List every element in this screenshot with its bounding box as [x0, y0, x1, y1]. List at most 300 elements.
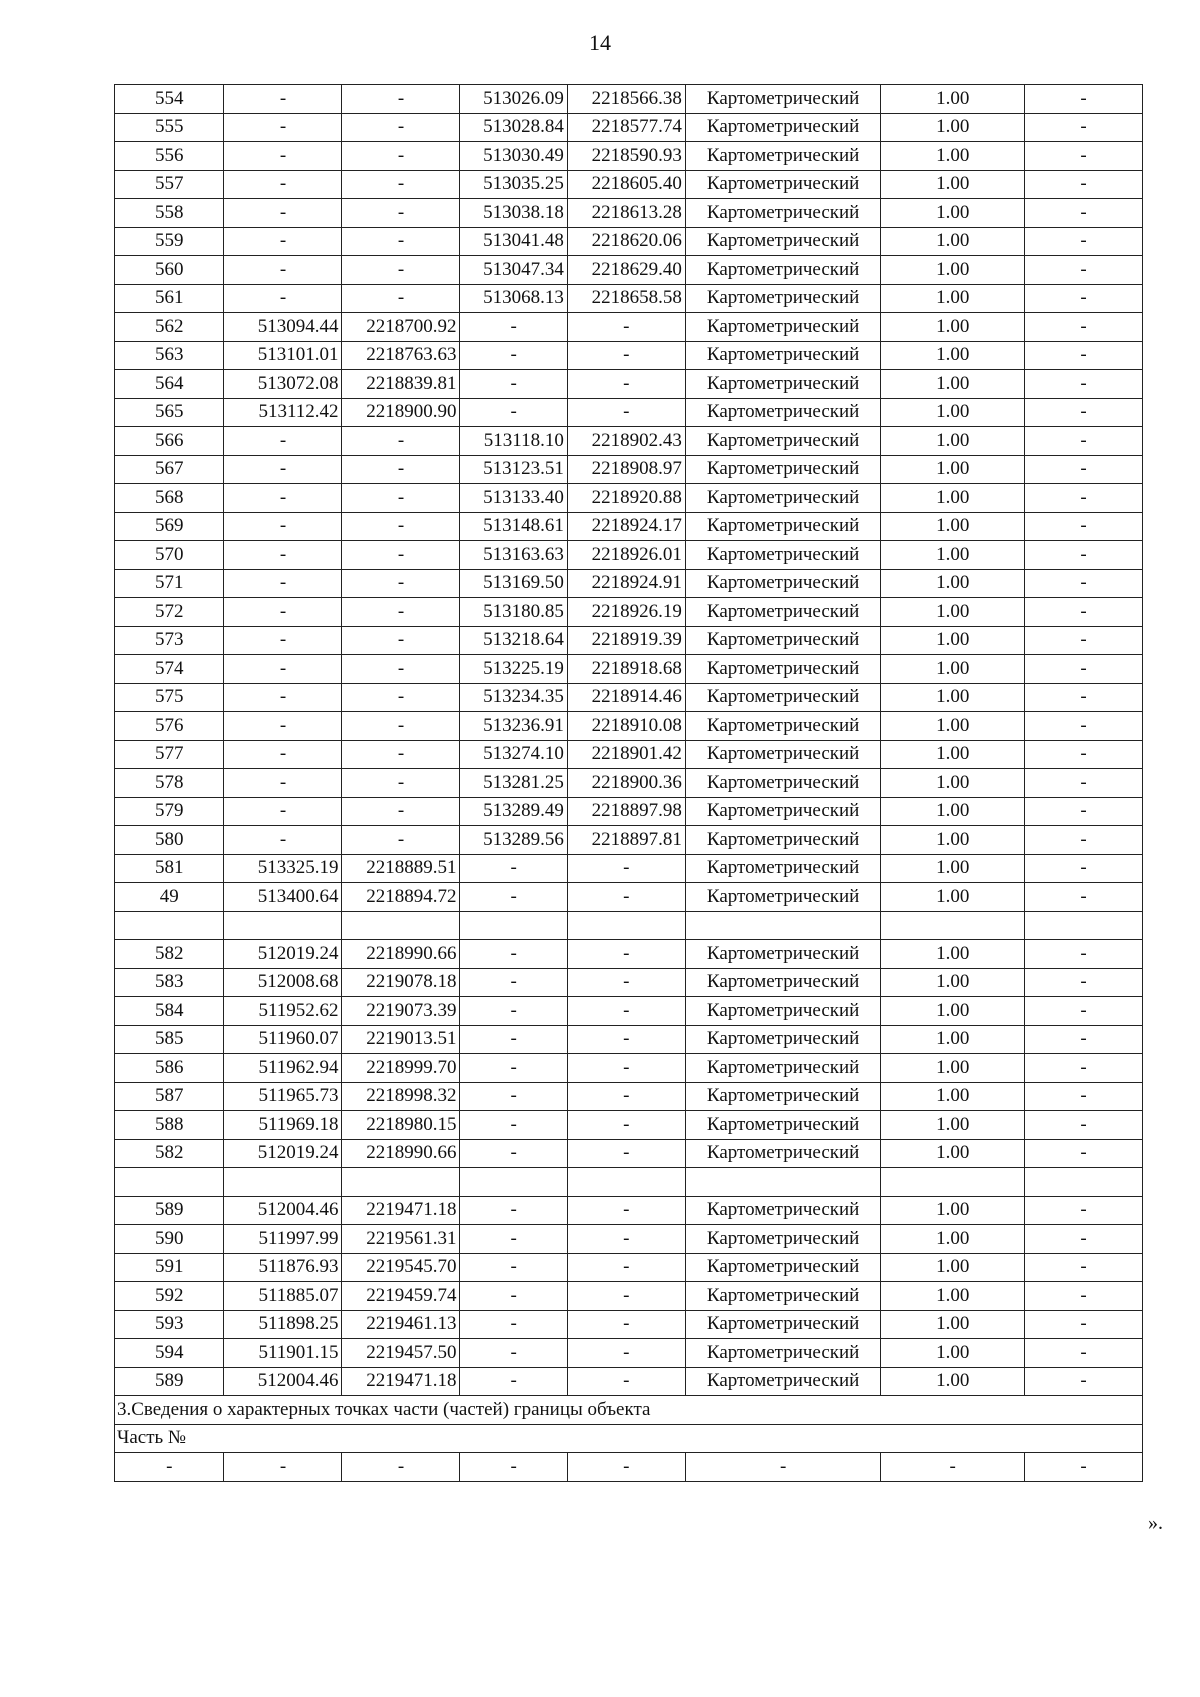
dash-cell: -	[1024, 1453, 1142, 1482]
accuracy-cell: 1.00	[881, 598, 1025, 627]
dash-cell: -	[567, 1453, 685, 1482]
x-new-cell: 513163.63	[460, 541, 567, 570]
method-cell: Картометрический	[685, 1253, 881, 1282]
dash-cell: -	[685, 1453, 881, 1482]
y-existing-cell: 2219459.74	[342, 1282, 460, 1311]
table-row	[115, 170, 1143, 199]
y-new-cell: 2218897.81	[567, 826, 685, 855]
description-cell: -	[1024, 854, 1142, 883]
accuracy-cell: 1.00	[881, 968, 1025, 997]
method-cell: Картометрический	[685, 1082, 881, 1111]
empty-cell	[224, 911, 342, 940]
empty-cell	[881, 1168, 1025, 1197]
separator-row	[115, 1168, 1143, 1197]
section3-row	[115, 1396, 1143, 1425]
description-cell: -	[1024, 1196, 1142, 1225]
method-cell: Картометрический	[685, 484, 881, 513]
y-new-cell: 2218914.46	[567, 683, 685, 712]
table-row	[115, 455, 1143, 484]
table-row	[115, 883, 1143, 912]
table-row	[115, 1025, 1143, 1054]
x-new-cell: -	[460, 341, 567, 370]
x-new-cell: 513068.13	[460, 284, 567, 313]
point-number-cell: 568	[115, 484, 224, 513]
method-cell: Картометрический	[685, 569, 881, 598]
method-cell: Картометрический	[685, 256, 881, 285]
point-number-cell: 587	[115, 1082, 224, 1111]
x-existing-cell: 512019.24	[224, 940, 342, 969]
description-cell: -	[1024, 1282, 1142, 1311]
dash-cell: -	[460, 1453, 567, 1482]
method-cell: Картометрический	[685, 883, 881, 912]
y-new-cell: 2218590.93	[567, 142, 685, 171]
y-existing-cell: 2219461.13	[342, 1310, 460, 1339]
point-number-cell: 589	[115, 1367, 224, 1396]
point-number-cell: 577	[115, 740, 224, 769]
y-new-cell: 2218620.06	[567, 227, 685, 256]
x-existing-cell: -	[224, 569, 342, 598]
point-number-cell: 578	[115, 769, 224, 798]
separator-row	[115, 911, 1143, 940]
description-cell: -	[1024, 541, 1142, 570]
x-new-cell: 513038.18	[460, 199, 567, 228]
method-cell: Картометрический	[685, 1054, 881, 1083]
accuracy-cell: 1.00	[881, 1111, 1025, 1140]
y-new-cell: 2218613.28	[567, 199, 685, 228]
empty-cell	[224, 1168, 342, 1197]
y-new-cell: 2218658.58	[567, 284, 685, 313]
method-cell: Картометрический	[685, 455, 881, 484]
accuracy-cell: 1.00	[881, 712, 1025, 741]
table-row	[115, 142, 1143, 171]
method-cell: Картометрический	[685, 512, 881, 541]
x-existing-cell: -	[224, 199, 342, 228]
y-existing-cell: -	[342, 740, 460, 769]
accuracy-cell: 1.00	[881, 199, 1025, 228]
y-existing-cell: 2218998.32	[342, 1082, 460, 1111]
x-existing-cell: 511960.07	[224, 1025, 342, 1054]
y-new-cell: -	[567, 1082, 685, 1111]
description-cell: -	[1024, 398, 1142, 427]
point-number-cell: 586	[115, 1054, 224, 1083]
x-existing-cell: -	[224, 484, 342, 513]
method-cell: Картометрический	[685, 854, 881, 883]
accuracy-cell: 1.00	[881, 113, 1025, 142]
y-existing-cell: 2219457.50	[342, 1339, 460, 1368]
description-cell: -	[1024, 683, 1142, 712]
x-existing-cell: 512004.46	[224, 1367, 342, 1396]
method-cell: Картометрический	[685, 968, 881, 997]
point-number-cell: 560	[115, 256, 224, 285]
x-existing-cell: -	[224, 541, 342, 570]
x-new-cell: -	[460, 883, 567, 912]
method-cell: Картометрический	[685, 227, 881, 256]
description-cell: -	[1024, 769, 1142, 798]
method-cell: Картометрический	[685, 1139, 881, 1168]
description-cell: -	[1024, 1339, 1142, 1368]
y-new-cell: 2218920.88	[567, 484, 685, 513]
x-new-cell: -	[460, 1367, 567, 1396]
description-cell: -	[1024, 626, 1142, 655]
point-number-cell: 566	[115, 427, 224, 456]
x-new-cell: -	[460, 968, 567, 997]
y-existing-cell: 2219471.18	[342, 1367, 460, 1396]
point-number-cell: 563	[115, 341, 224, 370]
point-number-cell: 589	[115, 1196, 224, 1225]
table-row	[115, 1196, 1143, 1225]
empty-cell	[1024, 911, 1142, 940]
table-row	[115, 797, 1143, 826]
description-cell: -	[1024, 740, 1142, 769]
table-row	[115, 313, 1143, 342]
point-number-cell: 574	[115, 655, 224, 684]
description-cell: -	[1024, 227, 1142, 256]
x-new-cell: 513289.56	[460, 826, 567, 855]
description-cell: -	[1024, 712, 1142, 741]
y-new-cell: -	[567, 1139, 685, 1168]
y-existing-cell: -	[342, 712, 460, 741]
x-new-cell: 513123.51	[460, 455, 567, 484]
x-existing-cell: 512004.46	[224, 1196, 342, 1225]
point-number-cell: 570	[115, 541, 224, 570]
table-row	[115, 826, 1143, 855]
accuracy-cell: 1.00	[881, 997, 1025, 1026]
method-cell: Картометрический	[685, 1310, 881, 1339]
empty-cell	[460, 1168, 567, 1197]
table-body	[115, 85, 1143, 1482]
x-existing-cell: -	[224, 227, 342, 256]
empty-cell	[342, 1168, 460, 1197]
accuracy-cell: 1.00	[881, 683, 1025, 712]
description-cell: -	[1024, 199, 1142, 228]
point-number-cell: 564	[115, 370, 224, 399]
method-cell: Картометрический	[685, 1025, 881, 1054]
x-new-cell: 513180.85	[460, 598, 567, 627]
accuracy-cell: 1.00	[881, 313, 1025, 342]
table-row	[115, 427, 1143, 456]
x-new-cell: -	[460, 1139, 567, 1168]
empty-cell	[342, 911, 460, 940]
x-existing-cell: -	[224, 683, 342, 712]
x-existing-cell: -	[224, 512, 342, 541]
x-new-cell: -	[460, 1339, 567, 1368]
x-existing-cell: 511962.94	[224, 1054, 342, 1083]
accuracy-cell: 1.00	[881, 569, 1025, 598]
table-row	[115, 1139, 1143, 1168]
accuracy-cell: 1.00	[881, 1253, 1025, 1282]
accuracy-cell: 1.00	[881, 256, 1025, 285]
point-number-cell: 571	[115, 569, 224, 598]
y-existing-cell: -	[342, 512, 460, 541]
x-new-cell: -	[460, 1196, 567, 1225]
y-existing-cell: -	[342, 199, 460, 228]
y-new-cell: 2218918.68	[567, 655, 685, 684]
y-existing-cell: -	[342, 797, 460, 826]
description-cell: -	[1024, 569, 1142, 598]
y-existing-cell: 2218839.81	[342, 370, 460, 399]
description-cell: -	[1024, 484, 1142, 513]
dash-cell: -	[881, 1453, 1025, 1482]
table-row	[115, 997, 1143, 1026]
description-cell: -	[1024, 1082, 1142, 1111]
description-cell: -	[1024, 313, 1142, 342]
x-existing-cell: 511901.15	[224, 1339, 342, 1368]
description-cell: -	[1024, 427, 1142, 456]
x-existing-cell: 511885.07	[224, 1282, 342, 1311]
method-cell: Картометрический	[685, 398, 881, 427]
method-cell: Картометрический	[685, 541, 881, 570]
method-cell: Картометрический	[685, 370, 881, 399]
accuracy-cell: 1.00	[881, 769, 1025, 798]
table-row	[115, 683, 1143, 712]
x-existing-cell: -	[224, 85, 342, 114]
x-existing-cell: 513325.19	[224, 854, 342, 883]
accuracy-cell: 1.00	[881, 1025, 1025, 1054]
y-new-cell: -	[567, 968, 685, 997]
table-row	[115, 569, 1143, 598]
table-row	[115, 1225, 1143, 1254]
point-number-cell: 594	[115, 1339, 224, 1368]
x-existing-cell: -	[224, 113, 342, 142]
accuracy-cell: 1.00	[881, 1225, 1025, 1254]
x-existing-cell: 512008.68	[224, 968, 342, 997]
description-cell: -	[1024, 455, 1142, 484]
x-new-cell: -	[460, 1253, 567, 1282]
coordinates-table	[114, 84, 1143, 1482]
x-existing-cell: 511997.99	[224, 1225, 342, 1254]
point-number-cell: 569	[115, 512, 224, 541]
description-cell: -	[1024, 512, 1142, 541]
point-number-cell: 556	[115, 142, 224, 171]
x-existing-cell: -	[224, 826, 342, 855]
y-new-cell: 2218908.97	[567, 455, 685, 484]
accuracy-cell: 1.00	[881, 227, 1025, 256]
accuracy-cell: 1.00	[881, 1339, 1025, 1368]
method-cell: Картометрический	[685, 655, 881, 684]
table-row	[115, 968, 1143, 997]
y-new-cell: 2218924.91	[567, 569, 685, 598]
method-cell: Картометрический	[685, 199, 881, 228]
x-existing-cell: 511898.25	[224, 1310, 342, 1339]
y-existing-cell: -	[342, 284, 460, 313]
x-new-cell: 513281.25	[460, 769, 567, 798]
point-number-cell: 583	[115, 968, 224, 997]
x-existing-cell: 512019.24	[224, 1139, 342, 1168]
table-row	[115, 484, 1143, 513]
empty-cell	[115, 911, 224, 940]
point-number-cell: 592	[115, 1282, 224, 1311]
point-number-cell: 582	[115, 940, 224, 969]
description-cell: -	[1024, 341, 1142, 370]
y-existing-cell: -	[342, 826, 460, 855]
empty-cell	[115, 1168, 224, 1197]
x-new-cell: 513133.40	[460, 484, 567, 513]
table-row	[115, 769, 1143, 798]
point-number-cell: 49	[115, 883, 224, 912]
x-new-cell: 513274.10	[460, 740, 567, 769]
x-existing-cell: 513112.42	[224, 398, 342, 427]
point-number-cell: 579	[115, 797, 224, 826]
point-number-cell: 588	[115, 1111, 224, 1140]
method-cell: Картометрический	[685, 142, 881, 171]
method-cell: Картометрический	[685, 1282, 881, 1311]
description-cell: -	[1024, 1310, 1142, 1339]
x-new-cell: 513030.49	[460, 142, 567, 171]
y-existing-cell: -	[342, 227, 460, 256]
x-existing-cell: -	[224, 284, 342, 313]
table-row	[115, 199, 1143, 228]
method-cell: Картометрический	[685, 85, 881, 114]
table-row	[115, 1339, 1143, 1368]
point-number-cell: 585	[115, 1025, 224, 1054]
method-cell: Картометрический	[685, 626, 881, 655]
method-cell: Картометрический	[685, 284, 881, 313]
x-new-cell: 513234.35	[460, 683, 567, 712]
empty-cell	[460, 911, 567, 940]
method-cell: Картометрический	[685, 683, 881, 712]
x-existing-cell: -	[224, 142, 342, 171]
y-existing-cell: 2219013.51	[342, 1025, 460, 1054]
x-new-cell: -	[460, 1025, 567, 1054]
x-existing-cell: 511969.18	[224, 1111, 342, 1140]
y-new-cell: -	[567, 1282, 685, 1311]
x-new-cell: 513118.10	[460, 427, 567, 456]
description-cell: -	[1024, 1253, 1142, 1282]
x-existing-cell: 511952.62	[224, 997, 342, 1026]
y-existing-cell: -	[342, 541, 460, 570]
table-row	[115, 541, 1143, 570]
table-row	[115, 712, 1143, 741]
accuracy-cell: 1.00	[881, 1367, 1025, 1396]
table-row	[115, 1054, 1143, 1083]
description-cell: -	[1024, 1111, 1142, 1140]
y-new-cell: -	[567, 854, 685, 883]
point-number-cell: 584	[115, 997, 224, 1026]
y-existing-cell: 2219561.31	[342, 1225, 460, 1254]
table-row	[115, 284, 1143, 313]
table-row	[115, 512, 1143, 541]
x-new-cell: -	[460, 997, 567, 1026]
x-new-cell: 513035.25	[460, 170, 567, 199]
method-cell: Картометрический	[685, 113, 881, 142]
x-existing-cell: -	[224, 626, 342, 655]
y-new-cell: -	[567, 1310, 685, 1339]
method-cell: Картометрический	[685, 797, 881, 826]
y-new-cell: -	[567, 1054, 685, 1083]
accuracy-cell: 1.00	[881, 626, 1025, 655]
description-cell: -	[1024, 1054, 1142, 1083]
method-cell: Картометрический	[685, 1225, 881, 1254]
x-existing-cell: -	[224, 769, 342, 798]
x-new-cell: -	[460, 854, 567, 883]
point-number-cell: 554	[115, 85, 224, 114]
method-cell: Картометрический	[685, 740, 881, 769]
point-number-cell: 582	[115, 1139, 224, 1168]
description-cell: -	[1024, 655, 1142, 684]
y-existing-cell: -	[342, 427, 460, 456]
accuracy-cell: 1.00	[881, 170, 1025, 199]
point-number-cell: 572	[115, 598, 224, 627]
description-cell: -	[1024, 256, 1142, 285]
method-cell: Картометрический	[685, 769, 881, 798]
y-new-cell: 2218902.43	[567, 427, 685, 456]
dash-row	[115, 1453, 1143, 1482]
x-new-cell: 513148.61	[460, 512, 567, 541]
accuracy-cell: 1.00	[881, 484, 1025, 513]
table-row	[115, 655, 1143, 684]
x-existing-cell: -	[224, 740, 342, 769]
method-cell: Картометрический	[685, 341, 881, 370]
table-row	[115, 740, 1143, 769]
x-existing-cell: -	[224, 797, 342, 826]
accuracy-cell: 1.00	[881, 1082, 1025, 1111]
y-new-cell: -	[567, 1025, 685, 1054]
y-new-cell: -	[567, 1225, 685, 1254]
description-cell: -	[1024, 1025, 1142, 1054]
x-new-cell: 513169.50	[460, 569, 567, 598]
y-existing-cell: 2219471.18	[342, 1196, 460, 1225]
point-number-cell: 557	[115, 170, 224, 199]
empty-cell	[685, 911, 881, 940]
table-row	[115, 1367, 1143, 1396]
y-existing-cell: -	[342, 484, 460, 513]
table-row	[115, 854, 1143, 883]
x-new-cell: 513047.34	[460, 256, 567, 285]
table-row	[115, 1111, 1143, 1140]
y-existing-cell: 2218990.66	[342, 940, 460, 969]
y-existing-cell: 2219073.39	[342, 997, 460, 1026]
description-cell: -	[1024, 883, 1142, 912]
section3-title: 3.Сведения о характерных точках части (частей) границы объекта	[115, 1396, 1143, 1425]
x-new-cell: -	[460, 1082, 567, 1111]
y-existing-cell: 2219545.70	[342, 1253, 460, 1282]
accuracy-cell: 1.00	[881, 740, 1025, 769]
y-existing-cell: 2218763.63	[342, 341, 460, 370]
accuracy-cell: 1.00	[881, 541, 1025, 570]
y-new-cell: -	[567, 940, 685, 969]
table-row	[115, 1282, 1143, 1311]
y-existing-cell: -	[342, 113, 460, 142]
x-new-cell: -	[460, 398, 567, 427]
table-row	[115, 626, 1143, 655]
point-number-cell: 580	[115, 826, 224, 855]
y-existing-cell: 2218889.51	[342, 854, 460, 883]
accuracy-cell: 1.00	[881, 826, 1025, 855]
x-existing-cell: -	[224, 712, 342, 741]
point-number-cell: 593	[115, 1310, 224, 1339]
x-existing-cell: -	[224, 655, 342, 684]
description-cell: -	[1024, 1225, 1142, 1254]
y-existing-cell: 2218700.92	[342, 313, 460, 342]
point-number-cell: 591	[115, 1253, 224, 1282]
table-row	[115, 113, 1143, 142]
accuracy-cell: 1.00	[881, 512, 1025, 541]
y-new-cell: -	[567, 1253, 685, 1282]
y-new-cell: -	[567, 883, 685, 912]
y-existing-cell: 2218894.72	[342, 883, 460, 912]
x-new-cell: 513289.49	[460, 797, 567, 826]
method-cell: Картометрический	[685, 826, 881, 855]
empty-cell	[567, 911, 685, 940]
y-new-cell: 2218566.38	[567, 85, 685, 114]
method-cell: Картометрический	[685, 1111, 881, 1140]
accuracy-cell: 1.00	[881, 1054, 1025, 1083]
point-number-cell: 559	[115, 227, 224, 256]
x-existing-cell: 511876.93	[224, 1253, 342, 1282]
y-new-cell: -	[567, 997, 685, 1026]
x-new-cell: -	[460, 1225, 567, 1254]
description-cell: -	[1024, 997, 1142, 1026]
